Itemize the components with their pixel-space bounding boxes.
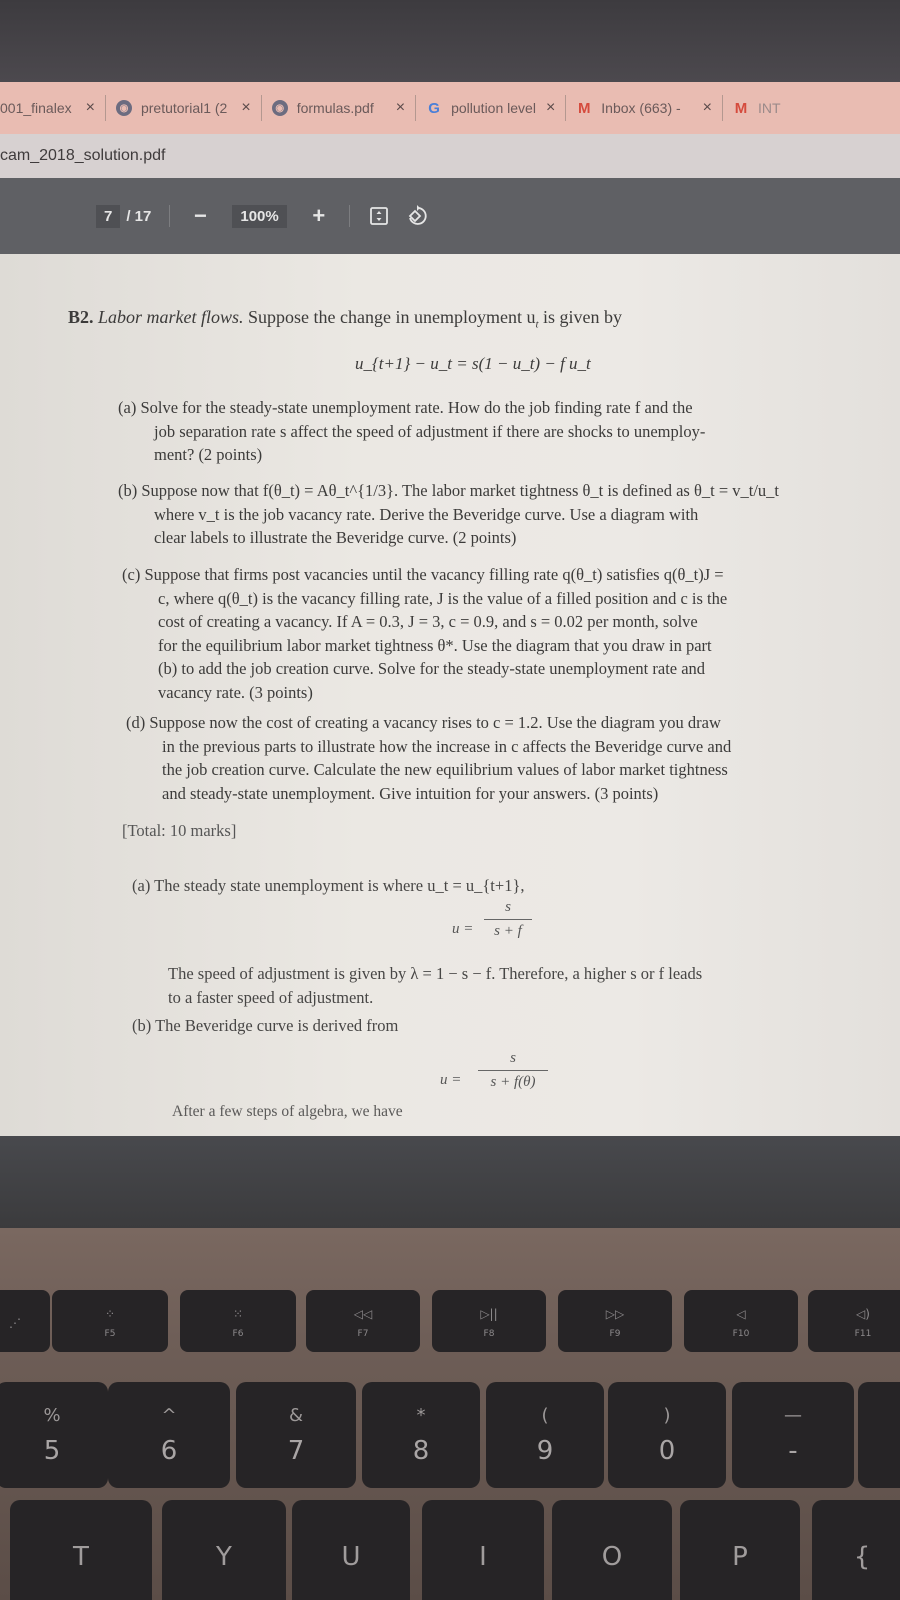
- volume-down-icon: ◁): [856, 1307, 870, 1321]
- close-tab-icon[interactable]: ×: [545, 99, 556, 116]
- zoom-level-input[interactable]: 100%: [232, 205, 286, 228]
- key-y[interactable]: Y: [162, 1500, 286, 1600]
- laptop-top-bezel: [0, 0, 900, 82]
- key-f5[interactable]: ⁘ F5: [52, 1290, 168, 1352]
- solution-b: (b) The Beveridge curve is derived from: [132, 1016, 399, 1035]
- question-heading: B2. Labor market flows. Suppose the change in unemployment $u_t$ is given by: [68, 307, 623, 331]
- solution-b-after: After a few steps of algebra, we have: [172, 1103, 403, 1120]
- close-tab-icon[interactable]: ×: [241, 99, 251, 116]
- question-number: B2.: [68, 307, 94, 327]
- part-a: (a) Solve for the steady-state unemployment rate. How do the job finding rate f and the job separation rate s affect the speed of adjustment if there are shocks to unemploy- ment? (2 points): [118, 398, 706, 464]
- solution-a: (a) The steady state unemployment is where u_t = u_{t+1},: [132, 876, 525, 895]
- key-p[interactable]: P: [680, 1500, 800, 1600]
- tab-int[interactable]: [723, 82, 791, 134]
- solution-a-eq-lhs: u =: [452, 921, 474, 937]
- rewind-icon: ◁◁: [353, 1307, 373, 1321]
- question-equation: u_{t+1} − u_t = s(1 − u_t) − f u_t: [355, 354, 591, 373]
- tab-formulas-pdf[interactable]: [262, 82, 415, 134]
- key-f9[interactable]: ▷▷ F9: [558, 1290, 672, 1352]
- close-tab-icon[interactable]: ×: [85, 99, 95, 116]
- gmail-icon: M: [734, 99, 748, 117]
- rotate-icon[interactable]: [406, 205, 428, 227]
- tab-inbox[interactable]: [566, 82, 722, 134]
- keyboard-brightness-up-icon: ⁙: [232, 1307, 244, 1321]
- zoom-in-button[interactable]: +: [312, 203, 326, 228]
- key-t[interactable]: T: [10, 1500, 152, 1600]
- key-f7[interactable]: ◁◁ F7: [306, 1290, 420, 1352]
- page-total: / 17: [126, 207, 152, 225]
- toolbar-divider: [349, 205, 350, 227]
- tab-label: formulas.pdf: [296, 100, 374, 116]
- laptop-bottom-bezel: [0, 1136, 900, 1228]
- fast-forward-icon: ▷▷: [605, 1307, 625, 1321]
- key-6[interactable]: ^ 6: [108, 1382, 230, 1488]
- solution-a-speed: The speed of adjustment is given by λ = 1 − s − f. Therefore, a higher s or f leads to a faster speed of adjustment.: [168, 964, 703, 1007]
- close-tab-icon[interactable]: ×: [702, 99, 712, 116]
- key-f8[interactable]: ▷|| F8: [432, 1290, 546, 1352]
- page-number-input[interactable]: 7: [96, 205, 120, 228]
- key-u[interactable]: U: [292, 1500, 410, 1600]
- tab-pollution-level[interactable]: [416, 82, 565, 134]
- key-o[interactable]: O: [552, 1500, 672, 1600]
- key-minus[interactable]: — -: [732, 1382, 854, 1488]
- globe-icon: ◉: [116, 100, 132, 116]
- tab-label: pollution level: [451, 100, 536, 116]
- keyboard-brightness-down-icon: ⁘: [104, 1307, 116, 1321]
- tab-pretutorial1[interactable]: [106, 82, 261, 134]
- key-7[interactable]: & 7: [236, 1382, 356, 1488]
- key-8[interactable]: * 8: [362, 1382, 480, 1488]
- question-title: Labor market flows.: [98, 307, 244, 327]
- key-5[interactable]: % 5: [0, 1382, 108, 1488]
- key-left-brace[interactable]: {: [812, 1500, 900, 1600]
- part-d: (d) Suppose now the cost of creating a vacancy rises to c = 1.2. Use the diagram you draw in the previous parts to illustrate how the increase in c affects the Beveridge curve and the job creation curve. Calculate the new equilibrium values of labor market tightness and steady-state unemployment. Give intuition for your answers. (3 points): [126, 713, 732, 803]
- document-title: cam_2018_solution.pdf: [0, 147, 166, 164]
- gmail-icon: M: [578, 99, 591, 117]
- key-0[interactable]: ) 0: [608, 1382, 726, 1488]
- tab-label: Inbox (663) -: [601, 100, 681, 116]
- pdf-page: [0, 254, 900, 1136]
- part-b: (b) Suppose now that f(θ_t) = Aθ_t^{1/3}. The labor market tightness θ_t is defined as θ_t = v_t/u_t where v_t is the job vacancy rate. Derive the Beveridge curve. Use a diagram with clear labels to illustrate the Beveridge curve. (2 points): [118, 481, 780, 547]
- globe-icon: ◉: [272, 100, 288, 116]
- tab-label: 001_finalex: [0, 100, 72, 116]
- play-pause-icon: ▷||: [480, 1307, 498, 1321]
- key-f6[interactable]: ⁙ F6: [180, 1290, 296, 1352]
- key-f4[interactable]: ⋰: [0, 1290, 50, 1352]
- tab-001-finalex[interactable]: [0, 82, 105, 134]
- solution-a-fraction: s s + f: [484, 899, 532, 940]
- zoom-out-button[interactable]: −: [193, 203, 207, 228]
- key-f11[interactable]: ◁) F11: [808, 1290, 900, 1352]
- tab-label: INT: [758, 100, 781, 116]
- google-icon: G: [428, 99, 440, 117]
- question-intro: Suppose the change in unemployment u: [243, 307, 536, 327]
- toolbar-divider: [169, 205, 170, 227]
- key-f10[interactable]: ◁ F10: [684, 1290, 798, 1352]
- fit-page-icon[interactable]: [368, 205, 390, 227]
- total-marks: [Total: 10 marks]: [122, 821, 237, 840]
- pdf-toolbar: [0, 178, 900, 254]
- browser-tab-strip: [0, 82, 900, 134]
- part-c: (c) Suppose that firms post vacancies until the vacancy filling rate q(θ_t) satisfies q(θ_t)J = c, where q(θ_t) is the vacancy filling rate, J is the value of a filled position and c is the cost of creating a vacancy. If A = 0.3, J = 3, c = 0.9, and s = 0.02 per month, solve for the equilibrium labor market tightness θ*. Use the diagram that you draw in part (b) to add the job creation curve. Solve for the steady-state unemployment rate and vacancy rate. (3 points): [122, 565, 728, 702]
- pdf-title-bar: [0, 134, 900, 178]
- mute-icon: ◁: [736, 1307, 746, 1321]
- solution-b-fraction: s s + f(θ): [478, 1050, 548, 1091]
- key-i[interactable]: I: [422, 1500, 544, 1600]
- key-equals[interactable]: [858, 1382, 900, 1488]
- key-9[interactable]: ( 9: [486, 1382, 604, 1488]
- close-tab-icon[interactable]: ×: [395, 99, 406, 116]
- solution-b-eq-lhs: u =: [440, 1072, 462, 1088]
- tab-label: pretutorial1 (2: [140, 100, 228, 116]
